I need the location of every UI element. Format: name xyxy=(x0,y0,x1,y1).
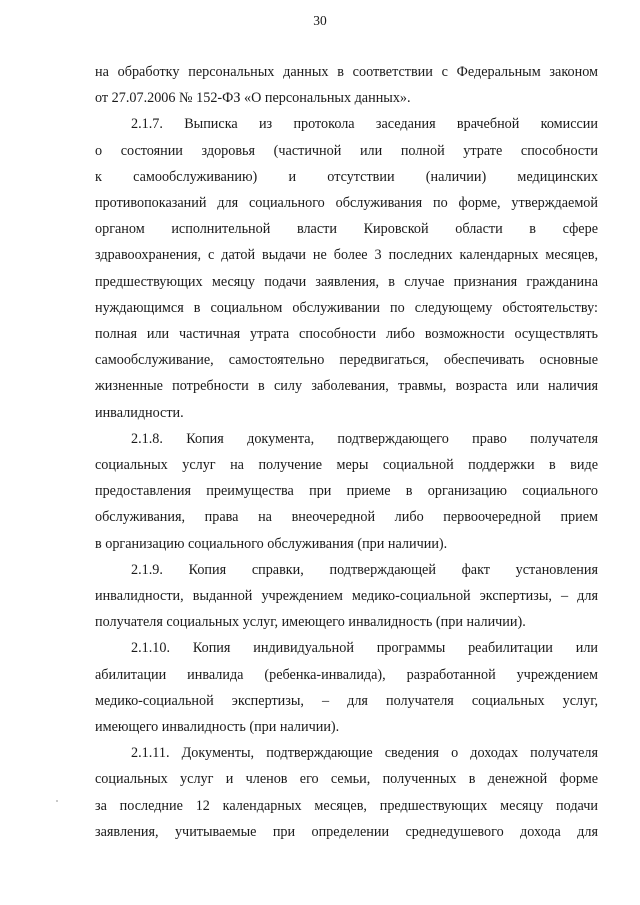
text-line: инвалидности, выданной учреждением медико-социальной экспертизы, – для xyxy=(95,588,598,605)
text-line: на обработку персональных данных в соответствии с Федеральным законом xyxy=(95,64,598,80)
text-line: социальных услуг на получение меры социальной поддержки в виде xyxy=(95,457,598,474)
text-line: абилитации инвалида (ребенка-инвалида), разработанной учреждением xyxy=(95,666,598,683)
scan-speck xyxy=(56,800,58,802)
text-line: обслуживания, права на внеочередной либо первоочередной прием xyxy=(95,509,598,526)
text-line: 2.1.8. Копия документа, подтверждающего право получателя xyxy=(131,430,598,447)
text-line: медико-социальной экспертизы, – для получателя социальных услуг, xyxy=(95,692,598,709)
page-number: 30 xyxy=(313,13,327,28)
text-line: здравоохранения, с датой выдачи не более 3 последних календарных месяцев, xyxy=(95,247,598,264)
text-line: жизненные потребности в силу заболевания, травмы, возраста или наличия xyxy=(95,378,598,395)
text-line: за последние 12 календарных месяцев, предшествующих месяцу подачи xyxy=(95,797,598,814)
paragraph-2-1-11 xyxy=(95,740,598,845)
text-line: к самообслуживанию) и отсутствии (наличии) медицинских xyxy=(95,168,598,185)
text-line: 2.1.11. Документы, подтверждающие сведения о доходах получателя xyxy=(131,745,598,762)
text-line: предоставления преимущества при приеме в организацию социального xyxy=(95,483,598,500)
text-line: инвалидности. xyxy=(95,404,184,421)
document-body xyxy=(95,59,598,845)
text-line: противопоказаний для социального обслуживания по форме, утверждаемой xyxy=(95,195,598,212)
paragraph-2-1-8 xyxy=(95,426,598,557)
paragraph-continuation xyxy=(95,59,598,111)
text-line: нуждающимся в социальном обслуживании по следующему обстоятельству: xyxy=(95,299,598,316)
text-line: полная или частичная утрата способности либо возможности осуществлять xyxy=(95,326,598,343)
text-line: имеющего инвалидность (при наличии). xyxy=(95,719,340,736)
text-line: 2.1.7. Выписка из протокола заседания врачебной комиссии xyxy=(131,116,598,133)
text-line: 2.1.10. Копия индивидуальной программы реабилитации или xyxy=(131,640,598,657)
text-line: в организацию социального обслуживания (при наличии). xyxy=(95,535,448,552)
paragraph-2-1-10 xyxy=(95,635,598,740)
paragraph-2-1-7 xyxy=(95,111,598,425)
text-line: самообслуживание, самостоятельно передвигаться, обеспечивать основные xyxy=(95,352,598,369)
text-line: социальных услуг и членов его семьи, полученных в денежной форме xyxy=(95,771,598,788)
text-line: о состоянии здоровья (частичной или полной утрате способности xyxy=(95,142,598,159)
text-line: 2.1.9. Копия справки, подтверждающей факт установления xyxy=(131,561,598,578)
text-line: органом исполнительной власти Кировской области в сфере xyxy=(95,221,598,238)
text-line: заявления, учитываемые при определении среднедушевого дохода для xyxy=(95,823,598,840)
text-line: предшествующих месяцу подачи заявления, в случае признания гражданина xyxy=(95,273,598,290)
text-line: от 27.07.2006 № 152-ФЗ «О персональных данных». xyxy=(95,90,411,107)
text-line: получателя социальных услуг, имеющего инвалидность (при наличии). xyxy=(95,614,526,631)
paragraph-2-1-9 xyxy=(95,557,598,636)
